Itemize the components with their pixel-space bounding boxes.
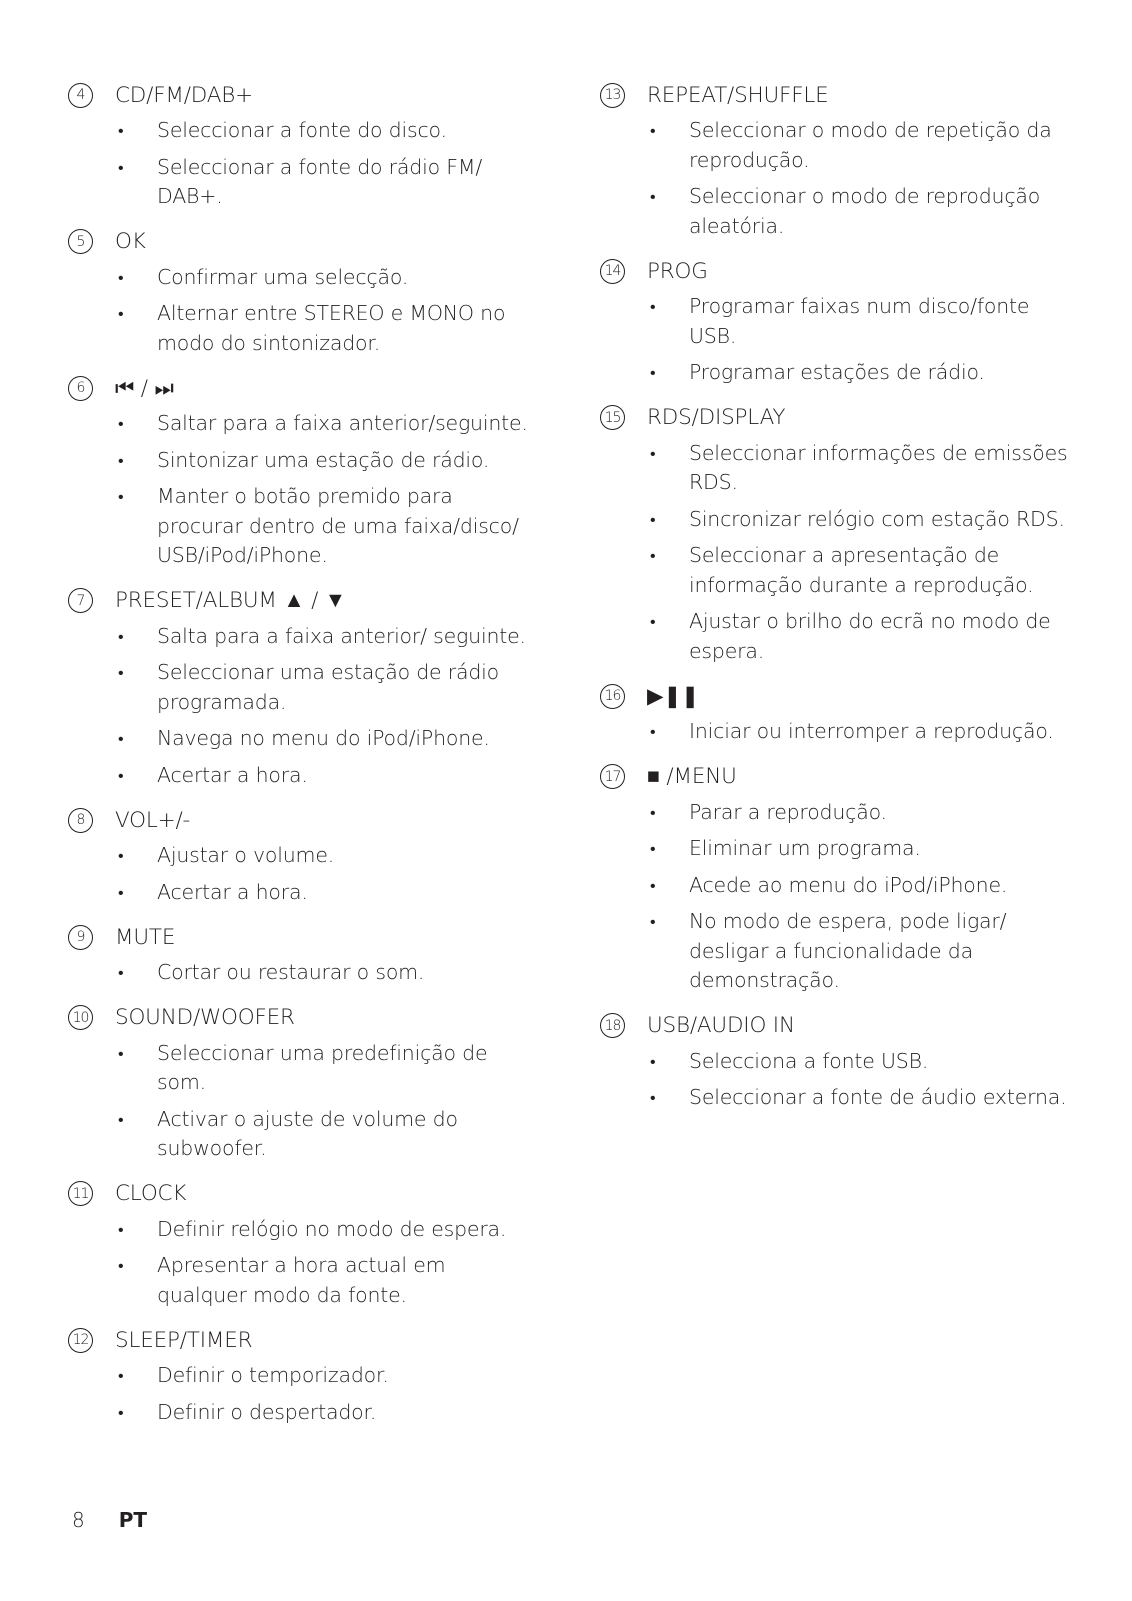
circled-number: 17 <box>600 764 625 789</box>
section-heading <box>68 802 538 838</box>
list-item: • Ajustar o brilho do ecrã no modo de espera. <box>600 607 1070 666</box>
section-heading <box>600 759 1070 795</box>
section-heading <box>68 919 538 955</box>
list-item: • Seleccionar o modo de reprodução aleatória. <box>600 182 1070 241</box>
section-heading <box>68 370 538 406</box>
section-heading <box>600 678 1070 714</box>
list-item: • Activar o ajuste de volume do subwoofer. <box>68 1105 538 1164</box>
section-6 <box>68 370 538 571</box>
section-title: VOL+/- <box>115 807 191 833</box>
section-title: SOUND/WOOFER <box>115 1005 295 1030</box>
list-item: • Navega no menu do iPod/iPhone. <box>68 724 538 754</box>
section-heading <box>600 253 1070 289</box>
circled-number: 8 <box>68 808 93 833</box>
bullet-list <box>68 409 538 571</box>
list-item: • Parar a reprodução. <box>600 798 1070 828</box>
bullet-list <box>68 841 538 907</box>
list-item: • Seleccionar informações de emissões RDS. <box>600 439 1070 498</box>
section-heading <box>600 400 1070 436</box>
section-heading <box>600 1008 1070 1044</box>
section-14 <box>600 253 1070 388</box>
list-item: • Confirmar uma selecção. <box>68 263 538 293</box>
bullet-list <box>68 1215 538 1311</box>
bullet-list <box>68 1039 538 1164</box>
list-item: • Sintonizar uma estação de rádio. <box>68 446 538 476</box>
bullet-list <box>600 292 1070 388</box>
circled-number: 5 <box>68 229 93 254</box>
list-item: • Selecciona a fonte USB. <box>600 1047 1070 1077</box>
page-number: 8 <box>72 1508 85 1532</box>
list-item: • Sincronizar relógio com estação RDS. <box>600 505 1070 535</box>
section-title: REPEAT/SHUFFLE <box>647 82 829 108</box>
list-item: • Seleccionar uma estação de rádio programada. <box>68 658 538 717</box>
section-title: SLEEP/TIMER <box>115 1327 253 1353</box>
list-item: • Acertar a hora. <box>68 878 538 908</box>
bullet-list <box>600 1047 1070 1113</box>
list-item: • Definir relógio no modo de espera. <box>68 1215 538 1245</box>
section-heading <box>600 77 1070 113</box>
list-item: • Definir o despertador. <box>68 1398 538 1428</box>
bullet-list <box>600 116 1070 241</box>
section-heading <box>68 77 538 113</box>
circled-number: 6 <box>68 376 93 401</box>
language-code: PT <box>118 1508 148 1532</box>
bullet-list <box>600 439 1070 667</box>
section-title: ▶❚❚ <box>647 683 699 709</box>
circled-number: 11 <box>68 1181 93 1206</box>
section-10 <box>68 1000 538 1164</box>
list-item: • Saltar para a faixa anterior/seguinte. <box>68 409 538 439</box>
list-item: • Programar estações de rádio. <box>600 358 1070 388</box>
bullet-list <box>68 622 538 791</box>
list-item: • Seleccionar a fonte do disco. <box>68 116 538 146</box>
circled-number: 15 <box>600 405 625 430</box>
section-7 <box>68 583 538 791</box>
list-item: • Apresentar a hora actual em qualquer modo da fonte. <box>68 1251 538 1310</box>
bullet-list <box>600 798 1070 996</box>
section-8 <box>68 802 538 907</box>
bullet-list <box>68 1361 538 1427</box>
list-item: • Acede ao menu do iPod/iPhone. <box>600 871 1070 901</box>
section-18 <box>600 1008 1070 1113</box>
left-column <box>68 77 538 1439</box>
bullet-list <box>68 116 538 212</box>
section-4 <box>68 77 538 212</box>
list-item: • Manter o botão premido para procurar dentro de uma faixa/disco/ USB/iPod/iPhone. <box>68 482 538 571</box>
circled-number: 12 <box>68 1328 93 1353</box>
circled-number: 14 <box>600 259 625 284</box>
list-item: • Eliminar um programa. <box>600 834 1070 864</box>
section-title: PROG <box>647 258 708 284</box>
section-title: CLOCK <box>115 1181 187 1206</box>
circled-number: 18 <box>600 1013 625 1038</box>
section-title: PRESET/ALBUM ▲ / ▼ <box>115 588 346 613</box>
circled-number: 10 <box>68 1005 93 1030</box>
section-heading <box>68 1000 538 1036</box>
circled-number: 13 <box>600 83 625 108</box>
section-13 <box>600 77 1070 241</box>
section-11 <box>68 1176 538 1311</box>
circled-number: 7 <box>68 588 93 613</box>
section-15 <box>600 400 1070 667</box>
section-5 <box>68 224 538 359</box>
section-heading <box>68 583 538 619</box>
section-12 <box>68 1322 538 1427</box>
circled-number: 4 <box>68 83 93 108</box>
bullet-list <box>68 263 538 359</box>
section-heading <box>68 1322 538 1358</box>
circled-number: 9 <box>68 925 93 950</box>
section-title: ■ /MENU <box>647 764 737 789</box>
section-title: CD/FM/DAB+ <box>115 82 253 108</box>
section-heading <box>68 1176 538 1212</box>
section-9 <box>68 919 538 988</box>
list-item: • Definir o temporizador. <box>68 1361 538 1391</box>
section-title: RDS/DISPLAY <box>647 405 786 430</box>
page-footer <box>72 1508 147 1532</box>
right-column <box>600 77 1070 1125</box>
list-item: • Iniciar ou interromper a reprodução. <box>600 717 1070 747</box>
list-item: • Seleccionar a fonte de áudio externa. <box>600 1083 1070 1113</box>
section-title: ⏮ / ⏭ <box>115 375 174 401</box>
bullet-list <box>600 717 1070 747</box>
circled-number: 16 <box>600 684 625 709</box>
section-heading <box>68 224 538 260</box>
list-item: • Alternar entre STEREO e MONO no modo do sintonizador. <box>68 299 538 358</box>
list-item: • Seleccionar o modo de repetição da reprodução. <box>600 116 1070 175</box>
list-item: • Salta para a faixa anterior/ seguinte. <box>68 622 538 652</box>
section-title: USB/AUDIO IN <box>647 1013 795 1038</box>
list-item: • Programar faixas num disco/fonte USB. <box>600 292 1070 351</box>
list-item: • Seleccionar a apresentação de informação durante a reprodução. <box>600 541 1070 600</box>
list-item: • No modo de espera, pode ligar/ desligar a funcionalidade da demonstração. <box>600 907 1070 996</box>
section-17 <box>600 759 1070 996</box>
list-item: • Seleccionar a fonte do rádio FM/ DAB+. <box>68 153 538 212</box>
section-16 <box>600 678 1070 747</box>
list-item: • Ajustar o volume. <box>68 841 538 871</box>
list-item: • Seleccionar uma predefinição de som. <box>68 1039 538 1098</box>
section-title: MUTE <box>115 924 176 950</box>
list-item: • Cortar ou restaurar o som. <box>68 958 538 988</box>
list-item: • Acertar a hora. <box>68 761 538 791</box>
section-title: OK <box>115 229 146 254</box>
bullet-list <box>68 958 538 988</box>
